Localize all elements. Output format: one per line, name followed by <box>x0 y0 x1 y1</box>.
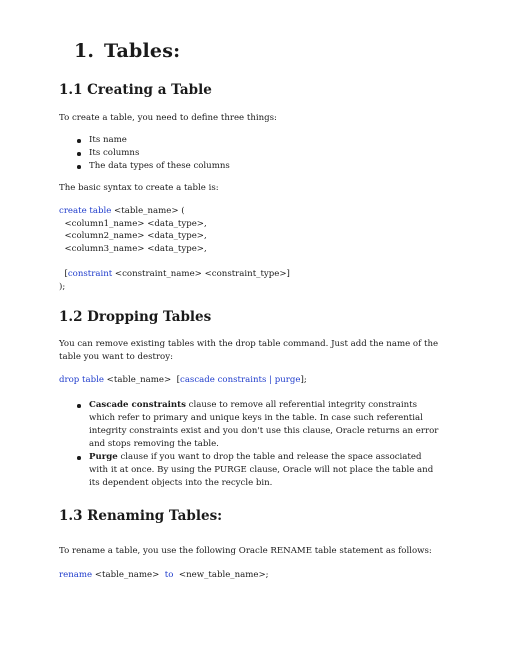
code-keyword: drop table <box>59 375 104 385</box>
code-keyword: constraint <box>67 268 113 279</box>
code-separator: | <box>266 375 275 385</box>
code-keyword: cascade constraints <box>180 375 267 385</box>
term-cascade-constraints: Cascade constraints <box>89 400 186 410</box>
code-line: <column1_name> <data_type>, <box>59 218 207 229</box>
code-text: <table_name> ( <box>111 206 185 216</box>
list-item: Its columns <box>59 147 230 160</box>
code-keyword: create table <box>59 206 112 216</box>
code-text: <constraint_name> <constraint_type>] <box>112 268 290 279</box>
creating-bullet-list <box>59 134 230 173</box>
code-text: [ <box>59 268 68 279</box>
list-item: The data types of these columns <box>59 160 230 173</box>
code-text: ]; <box>300 375 307 385</box>
creating-intro-text: To create a table, you need to define three things: <box>59 113 277 123</box>
term-purge: Purge <box>89 452 118 462</box>
code-text: <table_name> [ <box>103 375 180 385</box>
code-line: <column2_name> <data_type>, <box>59 231 207 242</box>
code-line: <column3_name> <data_type>, <box>59 243 207 254</box>
list-item: Its name <box>59 134 230 147</box>
section-heading-renaming-tables: 1.3 Renaming Tables: <box>59 508 223 524</box>
drop-table-code-line <box>59 374 307 387</box>
chapter-number: 1. <box>74 40 95 62</box>
code-keyword: rename <box>59 570 93 580</box>
list-item <box>59 399 441 451</box>
dropping-intro-text: You can remove existing tables with the drop table command. Just add the name of the table you want to destroy: <box>59 339 439 362</box>
code-keyword: purge <box>274 375 301 385</box>
list-item-text: clause if you want to drop the table and release the space associated with it at once. By using the PURGE clause, Oracle will not place the table and its dependent objects into the recycle bin. <box>89 452 434 488</box>
code-text: <new_table_name>; <box>173 570 269 580</box>
code-keyword: to <box>164 570 174 580</box>
code-line: ); <box>59 281 66 292</box>
section-heading-creating-table: 1.1 Creating a Table <box>59 82 212 98</box>
rename-code-line <box>59 569 269 582</box>
syntax-intro-text: The basic syntax to create a table is: <box>59 183 219 193</box>
code-text: <table_name> <box>92 570 165 580</box>
list-item-text: clause to remove all referential integrity constraints which refer to primary and unique keys in the table. In case such referential integrity constraints exist and you don't use this clause, Oracle returns an error and stops removing the table. <box>89 400 439 449</box>
renaming-intro-text: To rename a table, you use the following Oracle RENAME table statement as follows: <box>59 546 432 556</box>
dropping-bullet-list <box>59 399 441 490</box>
section-heading-dropping-tables: 1.2 Dropping Tables <box>59 309 212 325</box>
chapter-heading <box>74 40 180 62</box>
chapter-title: Tables: <box>104 40 181 62</box>
create-table-code-block <box>59 205 290 293</box>
list-item <box>59 451 441 490</box>
